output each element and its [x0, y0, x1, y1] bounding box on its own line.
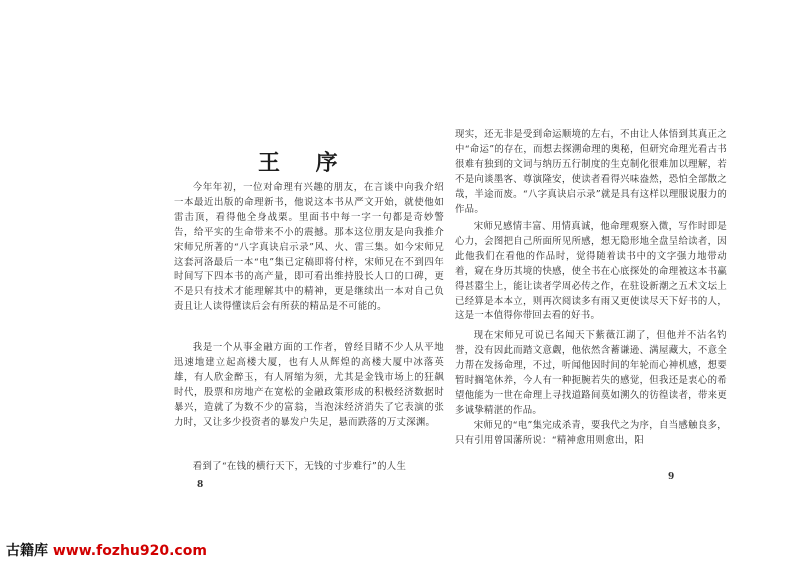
footer-url[interactable]: www.fozhu920.com: [52, 543, 207, 559]
right-paragraph-3: 现在宋师兄可说已名闻天下紫薇江湖了，但他并不沾名钓誉，没有因此而踏文意觑，他依然含蓄谦逊、满屋藏大，不意全力帮在发扬命理，不过，听闻他因时间的年轮而心神机感，想要暂时搁笔休养，今人有一种扼腕若失的感觉，但我还是衷心的希望他能为一世在命理上寻找道路间莫如溯久的彷徨读者，带来更多诚挚精湛的作品。: [455, 330, 727, 416]
left-page-number: 8: [197, 480, 204, 490]
preface-title: 王 序: [258, 150, 352, 176]
left-paragraph-2: 我是一个从事金融方面的工作者，曾经目睹不少人从平地迅速地建立起高楼大厦，也有人从辉煌的高楼大厦中冰落英雄，有人欣金醉玉，有人屑缩为须，尤其是金钱市场上的狂飙时代，股票和房地产在宽松的金融政策形成的积极经济数据时暴兴，造就了为数不少的富翁，当泡沫经济消失了它表演的张力时，又让多少投资者的暴发户失足，悬而跌落的万丈深渊。: [174, 342, 444, 428]
footer-watermark: [6, 540, 207, 560]
footer-site-name: 古籍库: [6, 543, 48, 559]
right-paragraph-4: 宋师兄的“电”集完成杀青，要我代之为序，自当感触良多，只有引用曾国藩所说：“精神愈用则愈出，阳: [455, 420, 727, 446]
left-paragraph-1: 今年年初，一位对命理有兴趣的朋友，在言谈中向我介绍一本最近出版的命理新书，他说这本书从严文开始，就使他如雷击顶，看得他全身战栗。里面书中每一字一句都是奇妙警告，给平实的生命带来不小的震撼。那本这位朋友是向我推介宋师兄所著的“八字真诀启示录”风、火、雷三集。如今宋师兄这套河洛最后一本“电”集已定稿即将付梓，宋师兄在不到四年时间写下四本书的高产量，即可看出维持股长人口的口碑，更不是只有技术才能理解其中的精神，更是继续出一本对自己负责且让人读得懂读后会有所获的精品是不可能的。: [174, 182, 444, 313]
right-page-number: 9: [668, 472, 675, 482]
right-paragraph-1: 现实，还无非是受到命运顺境的左右，不由让人体悟到其真正之中“命运”的存在，而想去探溯命理的奥秘，但研究命理光看古书很难有独到的文词与纳历五行制度的生克制化很难加以理解，若不是向谈墨客、尊演隆安，使读者看得兴味盎然，恐怕全部散之哉，半途而废。“八字真诀启示录”就是具有这样以理服说服力的作品。: [455, 129, 727, 215]
right-paragraph-2: 宋师兄感情丰富、用情真诚，他命理观察入微，写作时即是心力，会图把自己所面所见所感，想无隐形地全盘呈给读者，因此他我们在看他的作品时，觉得随着读书中的文字强力地带动着，窥在身历其境的快感，使全书在心底探处的命理被这本书赢得甚嚣尘上，能让读者学周必传之作，在驻设新潮之五术文坛上已经算是本本立，则再次阅读多有雨又更使读尽天下好书的人，这是一本值得你带回去看的好书。: [455, 221, 727, 322]
left-paragraph-3: 看到了“在钱的横行天下，无钱的寸步难行”的人生: [192, 461, 407, 472]
